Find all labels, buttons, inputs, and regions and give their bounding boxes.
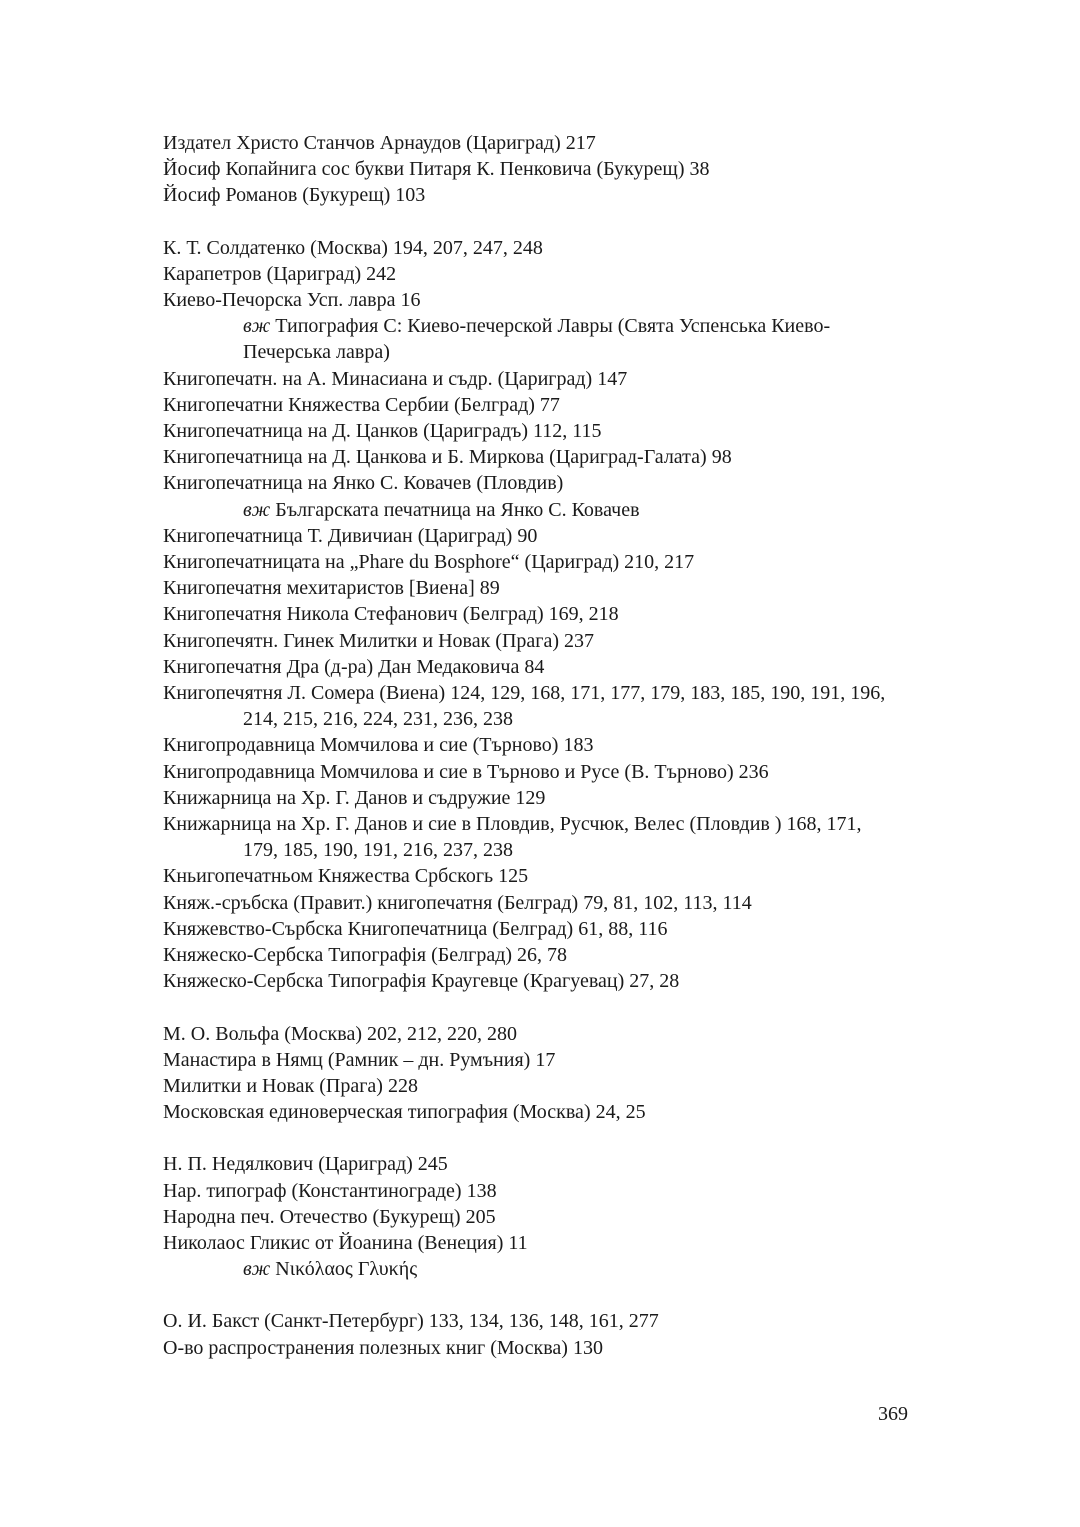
see-reference bbox=[163, 313, 963, 339]
index-entry-continuation: 179, 185, 190, 191, 216, 237, 238 bbox=[243, 839, 513, 862]
index-entry: Книгопечатница на Д. Цанкова и Б. Миркова (Цариград-Галата) 98 bbox=[163, 446, 732, 469]
index-entry: Издател Христо Станчов Арнаудов (Цариград) 217 bbox=[163, 132, 596, 154]
index-entry: Московская единоверческая типография (Москва) 24, 25 bbox=[163, 1101, 646, 1124]
index-entry: Йосиф Романов (Букурещ) 103 bbox=[163, 184, 426, 207]
index-page bbox=[163, 130, 963, 1387]
index-entry: Книгопродавница Момчилова и сие в Търново и Русе (В. Търново) 236 bbox=[163, 760, 769, 783]
index-entry: Кньигопечатньом Княжества Србскогь 125 bbox=[163, 865, 529, 888]
index-entry: Княжеско-Сербска Типографiя (Белград) 26, 78 bbox=[163, 944, 568, 967]
see-reference-continuation: Печерська лавра) bbox=[243, 341, 390, 364]
index-group-n bbox=[163, 1151, 963, 1282]
see-target: Типография С: Киево-печерской Лавры (Свята Успенська Киево- bbox=[275, 315, 831, 338]
index-entry: Йосиф Копайнига сос букви Питаря К. Пенковича (Букурещ) 38 bbox=[163, 158, 710, 181]
index-entry: Книгопечатни Княжества Сербии (Белград) 77 bbox=[163, 393, 560, 416]
index-entry: Н. П. Недялкович (Цариград) 245 bbox=[163, 1153, 448, 1176]
index-entry-continuation: 214, 215, 216, 224, 231, 236, 238 bbox=[243, 708, 513, 731]
index-entry: О-во распространения полезных книг (Москва) 130 bbox=[163, 1336, 603, 1359]
index-entry: Книгопечатня мехитаристов [Виена] 89 bbox=[163, 577, 500, 600]
see-reference bbox=[163, 1256, 963, 1282]
index-entry: О. И. Бакст (Санкт-Петербург) 133, 134, 136, 148, 161, 277 bbox=[163, 1310, 659, 1333]
see-marker: вж bbox=[243, 315, 271, 338]
index-entry: Манастира в Нямц (Рамник – дн. Румъния) 17 bbox=[163, 1048, 556, 1071]
see-target: Българската печатница на Янко С. Ковачев bbox=[275, 498, 640, 521]
index-entry: Книжарница на Хр. Г. Данов и сие в Пловдив, Русчюк, Велес (Пловдив ) 168, 171, bbox=[163, 813, 862, 836]
see-marker: вж bbox=[243, 1258, 271, 1281]
index-entry: Милитки и Новак (Прага) 228 bbox=[163, 1074, 418, 1097]
see-marker: вж bbox=[243, 498, 271, 521]
index-entry: К. Т. Солдатенко (Москва) 194, 207, 247, 248 bbox=[163, 236, 543, 259]
index-entry: Книгопечатница на Д. Цанков (Цариградъ) 112, 115 bbox=[163, 420, 602, 443]
index-entry: М. О. Вольфа (Москва) 202, 212, 220, 280 bbox=[163, 1022, 517, 1045]
see-target: Νικόλαος Γλυκής bbox=[275, 1258, 418, 1281]
index-entry: Книгопечатницата на „Phare du Bosphore“ (Цариград) 210, 217 bbox=[163, 551, 695, 574]
see-reference bbox=[163, 497, 963, 523]
index-entry: Николаос Гликис от Йоанина (Венеция) 11 bbox=[163, 1231, 528, 1254]
index-group-k bbox=[163, 235, 963, 995]
index-entry: Нар. типограф (Константинограде) 138 bbox=[163, 1179, 497, 1202]
index-entry: Книгопечатница Т. Дивичиан (Цариград) 90 bbox=[163, 524, 538, 547]
index-entry: Книгопечатня Дра (д-ра) Дан Медаковича 84 bbox=[163, 655, 545, 678]
index-entry: Книгопечатня Никола Стефанович (Белград) 169, 218 bbox=[163, 603, 619, 626]
index-entry: Народна печ. Отечество (Букурещ) 205 bbox=[163, 1205, 496, 1228]
page-number: 369 bbox=[878, 1403, 908, 1425]
index-entry: Карапетров (Цариград) 242 bbox=[163, 262, 397, 285]
index-entry: Киево-Печорска Усп. лавра 16 bbox=[163, 289, 421, 312]
index-group-o bbox=[163, 1308, 963, 1360]
index-entry: Книгопечатница на Янко С. Ковачев (Пловдив) bbox=[163, 472, 564, 495]
index-entry: Княж.-сръбска (Правит.) книгопечатня (Белград) 79, 81, 102, 113, 114 bbox=[163, 891, 752, 914]
index-entry: Книжарница на Хр. Г. Данов и съдружие 129 bbox=[163, 786, 546, 809]
index-entry: Княжеско-Сербска Типографiя Краугевце (Крагуевац) 27, 28 bbox=[163, 970, 680, 993]
index-entry: Книгопечятня Л. Сомера (Виена) 124, 129, 168, 171, 177, 179, 183, 185, 190, 191, 196, bbox=[163, 682, 886, 705]
index-entry: Книгопечятн. Гинек Милитки и Новак (Прага) 237 bbox=[163, 629, 595, 652]
index-entry: Княжевство-Сърбска Книгопечатница (Белград) 61, 88, 116 bbox=[163, 917, 668, 940]
index-entry: Книгопечатн. на А. Минасиана и съдр. (Цариград) 147 bbox=[163, 367, 628, 390]
index-group-i bbox=[163, 130, 963, 209]
index-entry: Книгопродавница Момчилова и сие (Търново) 183 bbox=[163, 734, 594, 757]
index-group-m bbox=[163, 1021, 963, 1126]
